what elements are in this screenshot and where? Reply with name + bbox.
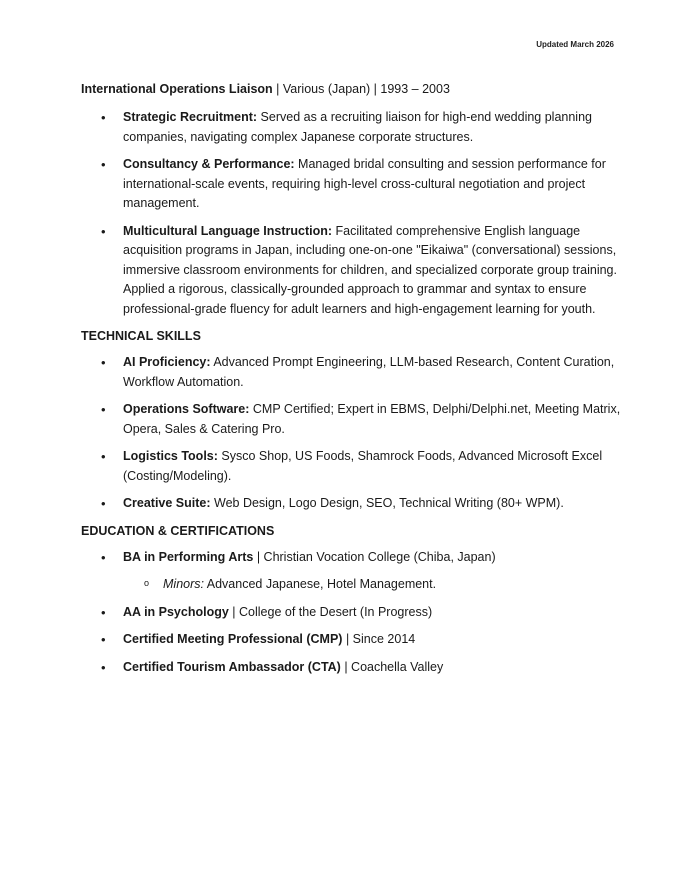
resume-content xyxy=(81,80,621,685)
bullet-text: Served as a recruiting liaison for high-end wedding planning companies, navigating complex Japanese corporate structures. xyxy=(123,110,592,144)
section-heading-education: EDUCATION & CERTIFICATIONS xyxy=(81,523,275,538)
section-heading-skills: TECHNICAL SKILLS xyxy=(81,329,201,343)
degree-text: | Christian Vocation College (Chiba, Japan) xyxy=(253,549,496,564)
list-item xyxy=(81,575,621,595)
cert-term: Certified Tourism Ambassador (CTA) xyxy=(123,659,341,674)
list-item xyxy=(81,353,621,392)
list-item xyxy=(81,155,621,214)
list-item xyxy=(81,494,621,514)
degree-term: BA in Performing Arts xyxy=(123,549,254,564)
minors-list xyxy=(81,575,621,595)
education-list xyxy=(81,548,621,568)
cert-text: | Coachella Valley xyxy=(340,659,444,674)
bullet-text: Managed bridal consulting and session performance for international-scale events, requiring high-level cross-cultural negotiation and project management. xyxy=(123,157,606,210)
list-item xyxy=(81,447,621,486)
list-item xyxy=(81,630,621,650)
certifications-list xyxy=(81,603,621,678)
bullet-term: Strategic Recruitment: xyxy=(123,110,258,124)
list-item xyxy=(81,548,621,568)
skill-text: Advanced Prompt Engineering, LLM-based Research, Content Curation, Workflow Automation. xyxy=(123,355,615,389)
cert-term: AA in Psychology xyxy=(123,604,229,619)
minors-text: Advanced Japanese, Hotel Management. xyxy=(203,577,437,591)
job-title: International Operations Liaison xyxy=(81,82,273,96)
bullet-term: Multicultural Language Instruction: xyxy=(123,223,333,238)
updated-date: Updated March 2026 xyxy=(536,40,614,49)
bullet-text: Facilitated comprehensive English language acquisition programs in Japan, including one-on-one "Eikaiwa" (conversational) sessions, immersive classroom environments for children, and specialized corporate group training. Applied a rigorous, classically-grounded approach to grammar and syntax to ensure professional-grade fluency for adult learners and high-engagement learning for youth. xyxy=(123,223,617,316)
list-item xyxy=(81,108,621,147)
bullet-term: Consultancy & Performance: xyxy=(123,157,295,171)
skill-term: Operations Software: xyxy=(123,402,250,416)
job-heading xyxy=(81,80,621,98)
list-item xyxy=(81,400,621,439)
skills-list xyxy=(81,353,621,514)
skill-text: Sysco Shop, US Foods, Shamrock Foods, Advanced Microsoft Excel (Costing/Modeling). xyxy=(123,449,603,483)
job-bullets xyxy=(81,108,621,319)
skill-term: Creative Suite: xyxy=(123,496,211,510)
list-item xyxy=(81,222,621,320)
skill-term: AI Proficiency: xyxy=(123,355,211,369)
cert-text: | College of the Desert (In Progress) xyxy=(228,604,433,619)
minors-term: Minors: xyxy=(163,577,204,591)
list-item xyxy=(81,658,621,678)
list-item xyxy=(81,603,621,623)
skill-text: Web Design, Logo Design, SEO, Technical Writing (80+ WPM). xyxy=(210,496,564,510)
skill-term: Logistics Tools: xyxy=(123,449,218,463)
job-details: | Various (Japan) | 1993 – 2003 xyxy=(272,82,450,96)
cert-term: Certified Meeting Professional (CMP) xyxy=(123,632,343,646)
cert-text: | Since 2014 xyxy=(342,632,416,646)
skill-text: CMP Certified; Expert in EBMS, Delphi/Delphi.net, Meeting Matrix, Opera, Sales & Catering Pro. xyxy=(123,402,621,436)
